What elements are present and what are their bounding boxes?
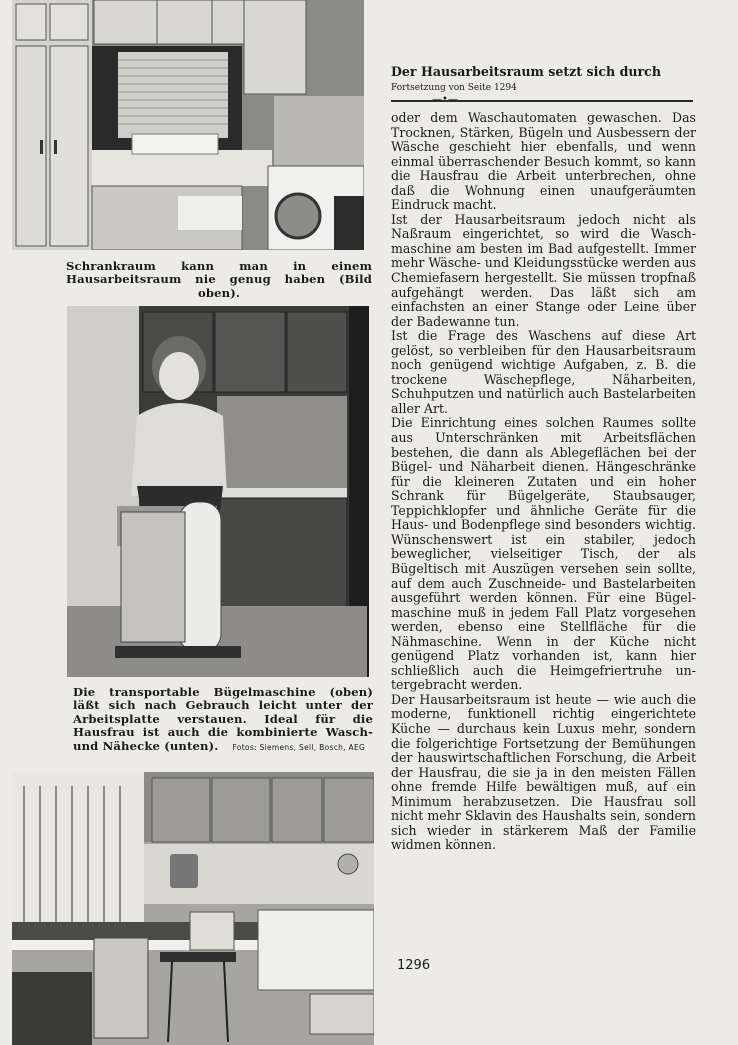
- article-title: Der Hausarbeitsraum setzt sich durch: [391, 64, 662, 79]
- caption-middle-photo: [73, 686, 373, 754]
- photo-credits: Fotos: Siemens, Sell, Bosch, AEG: [232, 742, 366, 752]
- photo-utility-room-cabinets: [12, 0, 364, 250]
- article-header: [391, 64, 691, 94]
- header-ornament: —•—: [432, 94, 458, 105]
- caption-middle-text: Die transportable Bügelmaschine (oben) läßt sich nach Gebrauch leicht unter der Arbeitsplatte verstauen. Ideal für die Hausfrau ist auch die kombinierte Wasch- und Nähecke (unten).: [73, 685, 373, 753]
- article-paragraph: Ist die Frage des Waschens auf diese Art gelöst, so verbleiben für den Hausarbeitsraum noch genügend wichtige Aufgaben, z. B. die trockene Wäschepflege, Näharbeiten, Schuhputzen und natürlich auch Bastelarbeiten aller Art.: [391, 328, 696, 416]
- article-body: [391, 111, 696, 853]
- article-subtitle: Fortsetzung von Seite 1294: [391, 83, 517, 93]
- article-paragraph: Ist der Hausarbeitsraum jedoch nicht als Naßraum eingerichtet, so wird die Waschmaschine am besten im Bad aufgestellt. Immer mehr Wäsche- und Kleidungsstücke werden aus Chemiefasern hergestellt. Sie müssen tropfnaß aufgehängt werden. Das läßt sich am einfachsten an einer Stange oder Leine über der Badewanne tun.: [391, 211, 696, 329]
- photo-ironing-machine: [67, 306, 369, 677]
- page-number: 1296: [397, 958, 431, 973]
- article-paragraph: oder dem Waschautomaten gewaschen. Das Trocknen, Stärken, Bügeln und Ausbessern der Wäsche geschieht hier ebenfalls, und wenn einmal überraschender Besuch kommt, so kann die Hausfrau die Arbeit unterbrechen, ohne daß die Wohnung einen unaufgeräumten Eindruck macht.: [391, 110, 696, 213]
- article-paragraph: Der Hausarbeitsraum ist heute — wie auch die moderne, funktionell richtig eingerichtete Küche — durchaus kein Luxus mehr, sondern die folgerichtige Fortsetzung der Bemühungen der hauswirtschaftlichen Forschung, die Arbeit der Hausfrau, die sie ja in den meisten Fällen ohne fremde Hilfe bewältigen muß, auf ein Minimum herabzusetzen. Die Hausfrau soll nicht mehr Sklavin des Haushalts sein, sondern sich wieder in stärkerem Maß der Familie widmen können.: [391, 691, 696, 853]
- article-paragraph: Die Einrichtung eines solchen Raumes sollte aus Unterschränken mit Arbeitsflächen bestehen, die dann als Ablegeflächen bei der Bügel- und Näharbeit dienen. Hängeschränke für die kleineren Zutaten und ein hoher Schrank für Bügelgeräte, Staubsauger, Teppichklopfer und ähnliche Geräte für die Haus- und Bodenpflege sind besonders wichtig. Wünschenswert ist ein stabiler, jedoch beweglicher, vielseitiger Tisch, der als Bügeltisch mit Auszügen versehen sein sollte, auf dem auch Zuschneide- und Bastelarbeiten ausgeführt werden können. Für eine Bügelmaschine muß in jedem Fall Platz vorgesehen werden, ebenso eine Stellfläche für die Nähmaschine. Wenn in der Küche nicht genügend Platz vorhanden ist, kann hier schließlich auch die Heimgefriertruhe untergebracht werden.: [391, 415, 696, 693]
- photo-wash-sewing-corner: [12, 772, 374, 1045]
- caption-top-photo: Schrankraum kann man in einem Hausarbeitsraum nie genug haben (Bild oben).: [66, 259, 372, 300]
